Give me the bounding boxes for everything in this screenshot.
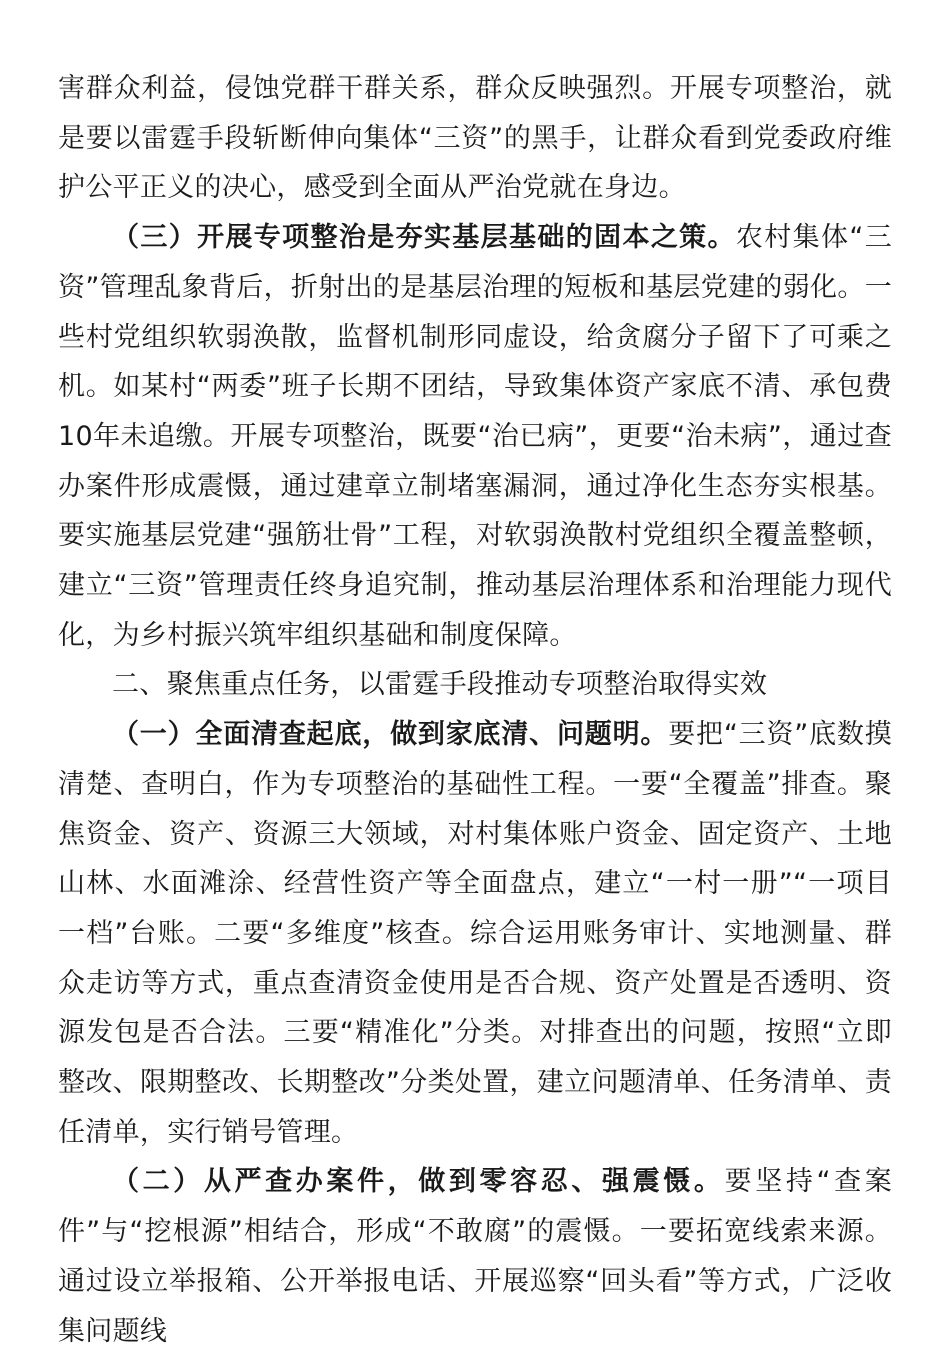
chapter-heading-2 [58,660,892,710]
paragraph-text: 要坚持“查案件”与“挖根源”相结合，形成“不敢腐”的震慑。一要拓宽线索来源。通过设立举报箱、公开举报电话、开展巡察“回头看”等方式，广泛收集问题线 [58,1166,892,1347]
paragraph-text: 害群众利益，侵蚀党群干群关系，群众反映强烈。开展专项整治，就是要以雷霆手段斩断伸向集体“三资”的黑手，让群众看到党委政府维护公平正义的决心，感受到全面从严治党就在身边。 [58,73,892,204]
paragraph-continuation [58,64,892,213]
paragraph-task-2 [58,1157,892,1356]
section-heading: （一）全面清查起底，做到家底清、问题明。 [112,719,669,751]
chapter-heading-text: 二、聚焦重点任务，以雷霆手段推动专项整治取得实效 [112,669,768,701]
paragraph-task-1 [58,710,892,1157]
section-heading: （三）开展专项整治是夯实基层基础的固本之策。 [112,222,736,254]
paragraph-text: 要把“三资”底数摸清楚、查明白，作为专项整治的基础性工程。一要“全覆盖”排查。聚焦资金、资产、资源三大领域，对村集体账户资金、固定资产、土地山林、水面滩涂、经营性资产等全面盘点，建立“一村一册”“一项目一档”台账。二要“多维度”核查。综合运用账务审计、实地测量、群众走访等方式，重点查清资金使用是否合规、资产处置是否透明、资源发包是否合法。三要“精准化”分类。对排查出的问题，按照“立即整改、限期整改、长期整改”分类处置，建立问题清单、任务清单、责任清单，实行销号管理。 [58,719,892,1148]
paragraph-text: 农村集体“三资”管理乱象背后，折射出的是基层治理的短板和基层党建的弱化。一些村党组织软弱涣散，监督机制形同虚设，给贪腐分子留下了可乘之机。如某村“两委”班子长期不团结，导致集体资产家底不清、承包费10年未追缴。开展专项整治，既要“治已病”，更要“治未病”，通过查办案件形成震慑，通过建章立制堵塞漏洞，通过净化生态夯实根基。要实施基层党建“强筋壮骨”工程，对软弱涣散村党组织全覆盖整顿，建立“三资”管理责任终身追究制，推动基层治理体系和治理能力现代化，为乡村振兴筑牢组织基础和制度保障。 [58,222,892,651]
paragraph-section-3 [58,213,892,660]
section-heading: （二）从严查办案件，做到零容忍、强震慑。 [112,1166,725,1198]
